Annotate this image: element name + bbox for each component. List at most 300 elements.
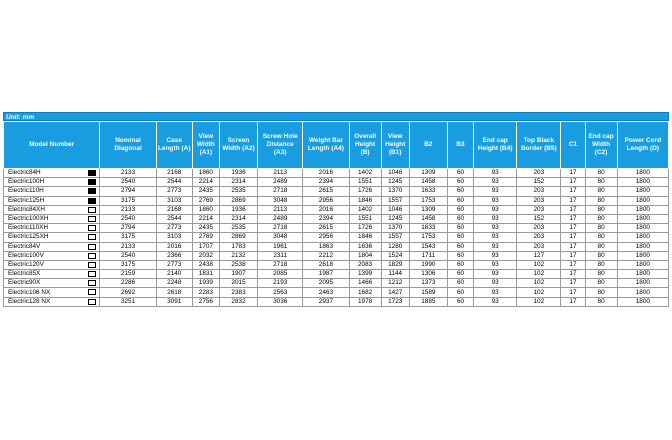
value-cell: 2016	[303, 169, 349, 178]
value-cell: 2540	[100, 178, 156, 187]
value-cell: 1907	[219, 270, 257, 279]
value-cell: 2168	[156, 205, 192, 214]
value-cell: 60	[447, 297, 473, 306]
value-cell: 1800	[617, 233, 668, 242]
value-cell: 2718	[258, 224, 303, 233]
table-row	[4, 224, 669, 233]
value-cell: 3103	[156, 196, 192, 205]
value-cell: 17	[561, 187, 585, 196]
model-cell	[4, 260, 100, 269]
value-cell: 2615	[303, 224, 349, 233]
value-cell: 3251	[100, 297, 156, 306]
value-cell: 1551	[349, 178, 381, 187]
column-header: Case Length (A)	[156, 122, 192, 169]
value-cell: 1543	[409, 242, 447, 251]
case-color-swatch	[88, 299, 96, 305]
value-cell: 93	[474, 260, 517, 269]
value-cell: 102	[517, 270, 561, 279]
value-cell: 2869	[219, 196, 257, 205]
value-cell: 93	[474, 270, 517, 279]
column-header: B2	[409, 122, 447, 169]
table-row	[4, 196, 669, 205]
value-cell: 3091	[156, 297, 192, 306]
dimension-table	[3, 121, 669, 307]
model-name: Electric128 NX	[8, 297, 51, 305]
value-cell: 2563	[258, 288, 303, 297]
value-cell: 1800	[617, 251, 668, 260]
value-cell: 2544	[156, 178, 192, 187]
table-row	[4, 297, 669, 306]
model-name: Electric106 NX	[8, 288, 51, 296]
value-cell: 1306	[409, 270, 447, 279]
table-row	[4, 288, 669, 297]
table-row	[4, 270, 669, 279]
value-cell: 1990	[409, 260, 447, 269]
value-cell: 93	[474, 169, 517, 178]
value-cell: 1860	[192, 205, 219, 214]
value-cell: 60	[447, 224, 473, 233]
value-cell: 2618	[303, 260, 349, 269]
value-cell: 17	[561, 196, 585, 205]
value-cell: 2535	[219, 187, 257, 196]
case-color-swatch	[88, 280, 96, 286]
value-cell: 2956	[303, 233, 349, 242]
value-cell: 93	[474, 187, 517, 196]
model-cell	[4, 196, 100, 205]
value-cell: 1046	[381, 205, 409, 214]
value-cell: 2133	[100, 169, 156, 178]
value-cell: 3048	[258, 233, 303, 242]
value-cell: 3175	[100, 233, 156, 242]
value-cell: 1280	[381, 242, 409, 251]
value-cell: 2489	[258, 214, 303, 223]
value-cell: 2113	[258, 205, 303, 214]
value-cell: 60	[447, 233, 473, 242]
value-cell: 2248	[156, 279, 192, 288]
value-cell: 80	[585, 214, 617, 223]
column-header: Weight Bar Length (A4)	[303, 122, 349, 169]
value-cell: 2615	[303, 187, 349, 196]
value-cell: 93	[474, 214, 517, 223]
value-cell: 2168	[156, 169, 192, 178]
value-cell: 2214	[192, 214, 219, 223]
value-cell: 80	[585, 169, 617, 178]
column-header: End cap Height (B4)	[474, 122, 517, 169]
value-cell: 93	[474, 233, 517, 242]
case-color-swatch	[88, 188, 96, 194]
value-cell: 17	[561, 178, 585, 187]
model-cell	[4, 251, 100, 260]
value-cell: 1936	[219, 205, 257, 214]
value-cell: 2016	[303, 205, 349, 214]
value-cell: 80	[585, 288, 617, 297]
value-cell: 1753	[409, 233, 447, 242]
value-cell: 127	[517, 251, 561, 260]
value-cell: 1636	[349, 242, 381, 251]
value-cell: 1458	[409, 178, 447, 187]
value-cell: 1046	[381, 169, 409, 178]
value-cell: 152	[517, 214, 561, 223]
value-cell: 1800	[617, 196, 668, 205]
value-cell: 93	[474, 288, 517, 297]
value-cell: 1633	[409, 224, 447, 233]
case-color-swatch	[88, 225, 96, 231]
value-cell: 80	[585, 260, 617, 269]
model-name: Electric84H	[8, 169, 41, 177]
value-cell: 1800	[617, 214, 668, 223]
value-cell: 1557	[381, 196, 409, 205]
value-cell: 17	[561, 270, 585, 279]
value-cell: 1753	[409, 196, 447, 205]
value-cell: 80	[585, 187, 617, 196]
value-cell: 1939	[192, 279, 219, 288]
value-cell: 2544	[156, 214, 192, 223]
value-cell: 2314	[219, 214, 257, 223]
value-cell: 1978	[349, 297, 381, 306]
model-name: Electric120V	[8, 260, 44, 268]
model-name: Electric84XH	[8, 205, 45, 213]
value-cell: 1885	[409, 297, 447, 306]
value-cell: 3175	[100, 196, 156, 205]
value-cell: 17	[561, 251, 585, 260]
value-cell: 1804	[349, 251, 381, 260]
value-cell: 1800	[617, 288, 668, 297]
value-cell: 2869	[219, 233, 257, 242]
value-cell: 1427	[381, 288, 409, 297]
value-cell: 1402	[349, 169, 381, 178]
value-cell: 60	[447, 260, 473, 269]
value-cell: 2286	[100, 279, 156, 288]
value-cell: 1707	[192, 242, 219, 251]
value-cell: 80	[585, 242, 617, 251]
value-cell: 1800	[617, 279, 668, 288]
value-cell: 93	[474, 279, 517, 288]
column-header: C1	[561, 122, 585, 169]
value-cell: 203	[517, 196, 561, 205]
value-cell: 1800	[617, 205, 668, 214]
value-cell: 2489	[258, 178, 303, 187]
value-cell: 1589	[409, 288, 447, 297]
value-cell: 2756	[192, 297, 219, 306]
column-header: B3	[447, 122, 473, 169]
value-cell: 93	[474, 224, 517, 233]
model-name: Electric84V	[8, 242, 41, 250]
case-color-swatch	[88, 234, 96, 240]
case-color-swatch	[88, 216, 96, 222]
value-cell: 2085	[258, 270, 303, 279]
value-cell: 60	[447, 205, 473, 214]
header-row	[4, 122, 669, 169]
model-cell	[4, 242, 100, 251]
value-cell: 1863	[303, 242, 349, 251]
value-cell: 2140	[156, 270, 192, 279]
value-cell: 1800	[617, 178, 668, 187]
value-cell: 1402	[349, 205, 381, 214]
table-row	[4, 205, 669, 214]
value-cell: 1726	[349, 187, 381, 196]
table-row	[4, 214, 669, 223]
value-cell: 1309	[409, 205, 447, 214]
value-cell: 2794	[100, 187, 156, 196]
value-cell: 1987	[303, 270, 349, 279]
column-header: View Width (A1)	[192, 122, 219, 169]
value-cell: 1961	[258, 242, 303, 251]
value-cell: 1370	[381, 187, 409, 196]
value-cell: 80	[585, 297, 617, 306]
model-cell	[4, 270, 100, 279]
value-cell: 1466	[349, 279, 381, 288]
value-cell: 60	[447, 169, 473, 178]
value-cell: 2394	[303, 178, 349, 187]
value-cell: 2159	[100, 270, 156, 279]
table-row	[4, 242, 669, 251]
model-name: Electric90X	[8, 279, 41, 287]
model-cell	[4, 224, 100, 233]
column-header: Screw Hole Distance (A3)	[258, 122, 303, 169]
model-name: Electric100XH	[8, 215, 49, 223]
table-row	[4, 279, 669, 288]
value-cell: 1144	[381, 270, 409, 279]
value-cell: 2133	[100, 242, 156, 251]
value-cell: 1245	[381, 178, 409, 187]
value-cell: 93	[474, 297, 517, 306]
model-cell	[4, 214, 100, 223]
column-header: Top Black Border (B5)	[517, 122, 561, 169]
value-cell: 1373	[409, 279, 447, 288]
value-cell: 60	[447, 242, 473, 251]
column-header: Screen Width (A2)	[219, 122, 257, 169]
value-cell: 1212	[381, 279, 409, 288]
case-color-swatch	[88, 289, 96, 295]
model-cell	[4, 178, 100, 187]
value-cell: 2540	[100, 214, 156, 223]
model-cell	[4, 169, 100, 178]
value-cell: 93	[474, 251, 517, 260]
value-cell: 1551	[349, 214, 381, 223]
value-cell: 2773	[156, 224, 192, 233]
value-cell: 2394	[303, 214, 349, 223]
table-row	[4, 169, 669, 178]
value-cell: 1524	[381, 251, 409, 260]
value-cell: 17	[561, 242, 585, 251]
table-row	[4, 178, 669, 187]
value-cell: 2435	[192, 224, 219, 233]
value-cell: 1800	[617, 169, 668, 178]
model-cell	[4, 279, 100, 288]
value-cell: 1711	[409, 251, 447, 260]
column-header: Nominal Diagonal	[100, 122, 156, 169]
value-cell: 1829	[381, 260, 409, 269]
value-cell: 2769	[192, 196, 219, 205]
value-cell: 1800	[617, 297, 668, 306]
case-color-swatch	[88, 244, 96, 250]
value-cell: 80	[585, 205, 617, 214]
value-cell: 2773	[156, 187, 192, 196]
value-cell: 17	[561, 279, 585, 288]
value-cell: 2016	[156, 242, 192, 251]
value-cell: 1936	[219, 169, 257, 178]
value-cell: 203	[517, 187, 561, 196]
value-cell: 93	[474, 205, 517, 214]
value-cell: 2463	[303, 288, 349, 297]
value-cell: 1309	[409, 169, 447, 178]
value-cell: 3036	[258, 297, 303, 306]
value-cell: 2435	[192, 187, 219, 196]
value-cell: 2773	[156, 260, 192, 269]
value-cell: 2718	[258, 260, 303, 269]
model-name: Electric125XH	[8, 233, 49, 241]
case-color-swatch	[88, 207, 96, 213]
value-cell: 80	[585, 224, 617, 233]
value-cell: 80	[585, 196, 617, 205]
value-cell: 102	[517, 288, 561, 297]
value-cell: 60	[447, 251, 473, 260]
value-cell: 2113	[258, 169, 303, 178]
value-cell: 80	[585, 233, 617, 242]
value-cell: 2214	[192, 178, 219, 187]
table-row	[4, 187, 669, 196]
value-cell: 2540	[100, 251, 156, 260]
value-cell: 2311	[258, 251, 303, 260]
value-cell: 203	[517, 242, 561, 251]
value-cell: 93	[474, 196, 517, 205]
value-cell: 1800	[617, 224, 668, 233]
value-cell: 2133	[100, 205, 156, 214]
value-cell: 1370	[381, 224, 409, 233]
value-cell: 2692	[100, 288, 156, 297]
value-cell: 17	[561, 260, 585, 269]
case-color-swatch	[88, 253, 96, 259]
case-color-swatch	[88, 170, 96, 176]
value-cell: 1800	[617, 242, 668, 251]
value-cell: 2618	[156, 288, 192, 297]
value-cell: 102	[517, 260, 561, 269]
value-cell: 17	[561, 224, 585, 233]
value-cell: 60	[447, 214, 473, 223]
value-cell: 3048	[258, 196, 303, 205]
value-cell: 1726	[349, 224, 381, 233]
value-cell: 1800	[617, 270, 668, 279]
value-cell: 1846	[349, 196, 381, 205]
model-name: Electric100H	[8, 178, 45, 186]
model-name: Electric85X	[8, 270, 41, 278]
table-row	[4, 260, 669, 269]
value-cell: 203	[517, 169, 561, 178]
value-cell: 1682	[349, 288, 381, 297]
model-name: Electric100V	[8, 251, 44, 259]
table-row	[4, 233, 669, 242]
column-header: Overall Height (B)	[349, 122, 381, 169]
value-cell: 93	[474, 242, 517, 251]
value-cell: 3103	[156, 233, 192, 242]
column-header: Model Number	[4, 122, 100, 169]
value-cell: 2956	[303, 196, 349, 205]
value-cell: 1831	[192, 270, 219, 279]
value-cell: 1846	[349, 233, 381, 242]
value-cell: 203	[517, 233, 561, 242]
value-cell: 60	[447, 187, 473, 196]
value-cell: 93	[474, 178, 517, 187]
value-cell: 2015	[219, 279, 257, 288]
value-cell: 17	[561, 297, 585, 306]
value-cell: 2283	[192, 288, 219, 297]
value-cell: 80	[585, 270, 617, 279]
value-cell: 2718	[258, 187, 303, 196]
model-cell	[4, 297, 100, 306]
value-cell: 203	[517, 205, 561, 214]
value-cell: 1800	[617, 260, 668, 269]
model-name: Electric110H	[8, 187, 44, 195]
value-cell: 2095	[303, 279, 349, 288]
model-cell	[4, 288, 100, 297]
value-cell: 80	[585, 251, 617, 260]
value-cell: 17	[561, 233, 585, 242]
value-cell: 80	[585, 279, 617, 288]
value-cell: 2832	[219, 297, 257, 306]
value-cell: 2083	[349, 260, 381, 269]
value-cell: 152	[517, 178, 561, 187]
model-name: Electric125H	[8, 196, 45, 204]
value-cell: 2366	[156, 251, 192, 260]
value-cell: 1860	[192, 169, 219, 178]
value-cell: 1458	[409, 214, 447, 223]
value-cell: 1723	[381, 297, 409, 306]
value-cell: 2438	[192, 260, 219, 269]
value-cell: 2538	[219, 260, 257, 269]
value-cell: 3175	[100, 260, 156, 269]
value-cell: 2383	[219, 288, 257, 297]
value-cell: 2937	[303, 297, 349, 306]
value-cell: 2032	[192, 251, 219, 260]
column-header: Power Cord Length (D)	[617, 122, 668, 169]
case-color-swatch	[88, 198, 96, 204]
case-color-swatch	[88, 262, 96, 268]
value-cell: 60	[447, 270, 473, 279]
spec-sheet	[3, 112, 669, 307]
value-cell: 2535	[219, 224, 257, 233]
value-cell: 2314	[219, 178, 257, 187]
value-cell: 2132	[219, 251, 257, 260]
model-cell	[4, 187, 100, 196]
value-cell: 2769	[192, 233, 219, 242]
value-cell: 60	[447, 196, 473, 205]
column-header: End cap Width (C2)	[585, 122, 617, 169]
value-cell: 1557	[381, 233, 409, 242]
model-cell	[4, 205, 100, 214]
value-cell: 80	[585, 178, 617, 187]
value-cell: 17	[561, 214, 585, 223]
case-color-swatch	[88, 271, 96, 277]
model-cell	[4, 233, 100, 242]
value-cell: 1783	[219, 242, 257, 251]
model-name: Electric110XH	[8, 224, 49, 232]
value-cell: 60	[447, 279, 473, 288]
value-cell: 1633	[409, 187, 447, 196]
value-cell: 102	[517, 279, 561, 288]
table-row	[4, 251, 669, 260]
value-cell: 2193	[258, 279, 303, 288]
case-color-swatch	[88, 179, 96, 185]
column-header: View Height (B1)	[381, 122, 409, 169]
value-cell: 60	[447, 288, 473, 297]
value-cell: 1800	[617, 187, 668, 196]
value-cell: 1399	[349, 270, 381, 279]
value-cell: 2212	[303, 251, 349, 260]
table-body	[4, 169, 669, 307]
value-cell: 60	[447, 178, 473, 187]
value-cell: 17	[561, 205, 585, 214]
value-cell: 17	[561, 169, 585, 178]
